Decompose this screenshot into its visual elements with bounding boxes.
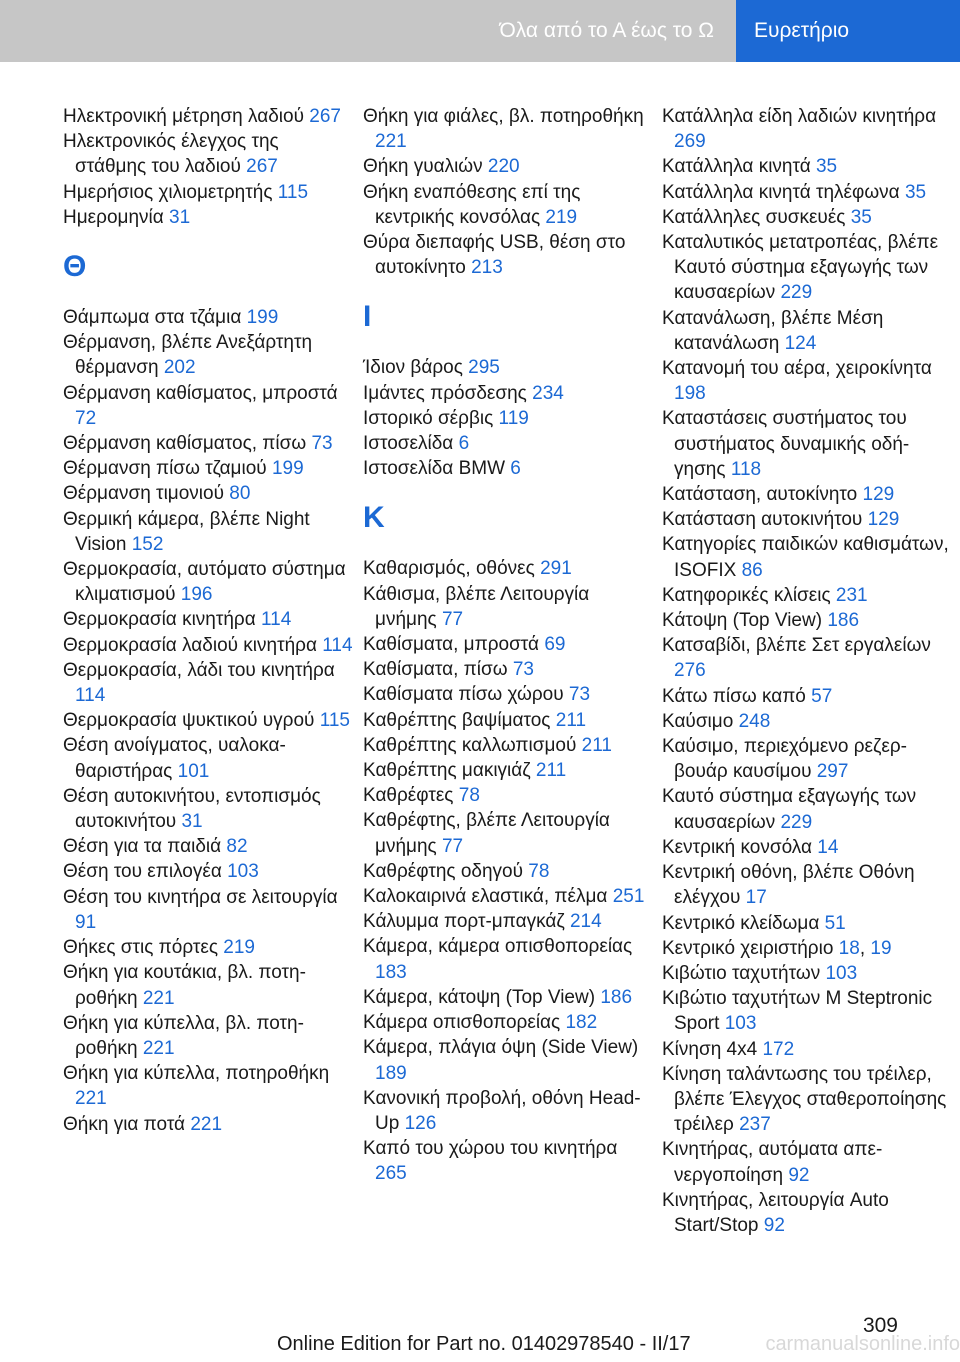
index-entry-text: Ημερήσιος χιλιομετρητής <box>63 181 273 203</box>
page-reference-link[interactable]: 103 <box>227 861 259 883</box>
index-entry <box>363 1086 653 1136</box>
index-entry <box>662 1062 954 1138</box>
index-entry-text: Κινητήρας, αυτόματα απενεργοποίηση <box>662 1139 883 1186</box>
index-entry-text: Θερμοκρασία λαδιού κινητήρα <box>63 634 317 656</box>
index-entry <box>662 104 954 154</box>
index-entry-text: Καταστάσεις συστήματος του συστήματος δυναμικής οδήγησης <box>662 408 910 480</box>
index-entry <box>63 557 353 607</box>
index-entry <box>63 129 353 179</box>
index-entry <box>363 406 653 431</box>
index-entry-text: Καλοκαιρινά ελαστικά, πέλμα <box>363 886 608 908</box>
index-entry-text: Κάμερα, κάτοψη (Top View) <box>363 986 596 1008</box>
index-entry-text: Κατάλληλα κινητά τηλέφωνα <box>662 181 900 203</box>
index-entry <box>363 1010 653 1035</box>
index-entry-text: Θέρμανση καθίσματος, πίσω <box>63 433 307 455</box>
index-entry-text: Ιστοσελίδα BMW <box>363 458 505 480</box>
page-reference-link[interactable]: 69 <box>544 634 566 656</box>
page-reference-link[interactable]: 6 <box>458 433 470 455</box>
index-entry <box>363 758 653 783</box>
page-reference-link[interactable]: 214 <box>569 911 602 933</box>
index-entry-text: Κατηφορικές κλίσεις <box>662 584 831 606</box>
page-reference-link[interactable]: 77 <box>441 608 464 630</box>
index-entry <box>363 884 653 909</box>
index-entry-text: Κατανομή του αέρα, χειροκίνητα <box>662 358 932 380</box>
index-entry: Κεντρικό χειριστήριο 18, 19 <box>662 937 892 959</box>
page-reference-link[interactable]: 114 <box>322 634 353 656</box>
index-entry <box>63 431 353 456</box>
index-entry-text: Καπό του χώρου του κινητήρα <box>363 1138 618 1160</box>
index-entry-text: Ημερομηνία <box>63 206 164 228</box>
index-entry-text: Θέρμανση πίσω τζαμιού <box>63 458 267 480</box>
index-entry-text: Κιβώτιο ταχυτήτων <box>662 962 821 984</box>
index-entry-text: Ιστορικό σέρβις <box>363 407 494 429</box>
index-entry <box>662 1137 954 1187</box>
page-reference-link[interactable]: 92 <box>763 1214 785 1236</box>
index-entry <box>662 180 954 205</box>
index-column-1 <box>63 104 353 1137</box>
index-entry <box>63 507 353 557</box>
page-reference-link[interactable]: 91 <box>75 911 97 933</box>
index-entry-text: Κανονική προβολή, οθόνη Head-Up <box>363 1087 641 1134</box>
index-entry-text: Θερμοκρασία ψυκτικού υγρού <box>63 710 315 732</box>
page-reference-link[interactable]: 57 <box>811 685 833 707</box>
index-entry <box>363 783 653 808</box>
page-reference-link[interactable]: 251 <box>612 886 645 908</box>
page-reference-link[interactable]: 211 <box>535 760 567 782</box>
index-entry <box>662 784 954 834</box>
edition-text: Online Edition for Part no. 01402978540 - II/17 <box>277 1333 691 1355</box>
index-entry <box>63 885 353 935</box>
index-entry <box>63 381 353 431</box>
tab-index[interactable]: Ευρετήριο <box>736 0 960 62</box>
page-reference-link[interactable]: 115 <box>319 710 350 732</box>
index-entry-text: Καθαρισμός, οθόνες <box>363 558 535 580</box>
index-entry <box>662 986 954 1036</box>
index-entry-text: Κατάλληλα είδη λαδιών κινητήρα <box>662 106 937 127</box>
page-reference-link[interactable]: 202 <box>163 357 196 379</box>
index-entry <box>363 985 653 1010</box>
page-reference-link[interactable]: 114 <box>261 609 292 631</box>
index-entry-text: Θύρα διεπαφής USB, θέση στο αυτοκίνητο <box>363 232 626 279</box>
index-entry <box>662 709 954 734</box>
page-reference-link[interactable]: 198 <box>674 383 706 405</box>
index-entry-text: Κάτω πίσω καπό <box>662 685 806 707</box>
index-entry-text: Κάμερα, πλάγια όψη (Side View) <box>363 1037 639 1059</box>
index-entry <box>662 406 954 482</box>
index-entry <box>363 733 653 758</box>
page-reference-link[interactable]: 126 <box>404 1112 437 1134</box>
index-entry <box>662 230 954 306</box>
page-reference-link[interactable]: 199 <box>246 307 279 329</box>
index-entry <box>363 556 653 581</box>
page-reference-link[interactable]: 265 <box>375 1163 407 1185</box>
index-entry-text: Κάμερα, κάμερα οπισθοπορείας <box>363 936 633 958</box>
index-entry-text: Κατάσταση, αυτοκίνητο <box>662 484 858 506</box>
page-reference-link[interactable]: 221 <box>375 131 407 153</box>
index-entry <box>363 230 653 280</box>
index-entry-text: Καυτό σύστημα εξαγωγής των καυσαερίων <box>662 786 917 833</box>
index-entry-text: Καθίσματα, πίσω <box>363 659 508 681</box>
page-reference-link[interactable]: 189 <box>375 1062 407 1084</box>
index-entry-text: Κεντρική οθόνη, βλέπε Οθόνη ελέγχου <box>662 862 915 909</box>
index-entry <box>63 330 353 380</box>
index-entry-text: Καθρέπτης μακιγιάζ <box>363 760 531 782</box>
index-entry <box>662 961 954 986</box>
index-entry-text: Θήκη για ποτά <box>63 1113 186 1135</box>
page-reference-link[interactable]: 35 <box>815 156 838 178</box>
page-reference-link[interactable]: 276 <box>674 660 706 682</box>
watermark: carmanualsonline.info <box>765 1333 960 1355</box>
index-entry <box>662 608 954 633</box>
index-entry-text: Κεντρικό κλείδωμα <box>662 912 820 934</box>
page-reference-link[interactable]: 51 <box>824 912 846 934</box>
page-reference-link[interactable]: 86 <box>741 559 763 581</box>
index-entry <box>63 935 353 960</box>
page-reference-link[interactable]: 183 <box>375 961 407 983</box>
index-entry <box>363 154 653 179</box>
index-entry <box>662 835 954 860</box>
index-entry-text: Θήκη εναπόθεσης επί της κεντρικής κονσόλας <box>363 181 581 228</box>
index-entry-text: Καθρέπτης καλλωπισμού <box>363 734 577 756</box>
index-entry <box>662 583 954 608</box>
index-entry <box>662 911 954 936</box>
index-entry <box>363 632 653 657</box>
index-entry <box>63 456 353 481</box>
index-entry-text: Κατάλληλα κινητά <box>662 156 811 178</box>
page-reference-link[interactable]: 124 <box>784 332 817 354</box>
index-entry <box>662 860 954 910</box>
index-entry <box>63 633 353 658</box>
page-reference-link[interactable]: 31 <box>169 206 191 228</box>
index-entry <box>662 482 954 507</box>
index-entry-text: Ηλεκτρονική μέτρηση λαδιού <box>63 106 304 127</box>
page-reference-link[interactable]: 6 <box>510 458 521 480</box>
index-entry <box>662 507 954 532</box>
page-reference-link[interactable]: 73 <box>512 659 534 681</box>
index-entry <box>363 859 653 884</box>
page-reference-link[interactable]: 231 <box>835 584 868 606</box>
page-reference-link[interactable]: 291 <box>540 558 572 580</box>
page-reference-link[interactable]: 119 <box>498 407 529 429</box>
index-entry-text: Κίνηση 4x4 <box>662 1038 758 1060</box>
index-entry-text: Θήκη για φιάλες, βλ. ποτηροθήκη <box>363 106 644 127</box>
index-entry-text: Κάτοψη (Top View) <box>662 610 823 632</box>
index-entry-text: Καταλυτικός μετατροπέας, βλέπε Καυτό σύστημα εξαγωγής των καυσαερίων <box>662 232 939 304</box>
index-entry-text: Κεντρικό χειριστήριο <box>662 937 834 959</box>
index-column-3 <box>662 104 954 1238</box>
page-reference-link[interactable]: 103 <box>825 962 858 984</box>
page-reference-link[interactable]: 219 <box>223 937 255 959</box>
index-entry-text: Θέση ανοίγματος, υαλοκαθαριστήρας <box>63 735 286 782</box>
page-reference-link[interactable]: 101 <box>177 760 210 782</box>
page-reference-link[interactable]: 237 <box>739 1114 771 1136</box>
index-entry <box>63 1112 353 1137</box>
page-reference-link[interactable]: 115 <box>277 181 309 203</box>
index-entry <box>363 180 653 230</box>
index-entry-text: Κεντρική κονσόλα <box>662 836 812 858</box>
index-entry-text: Κατανάλωση, βλέπε Μέση κατανάλωση <box>662 307 884 354</box>
page-reference-link[interactable]: 221 <box>75 1088 107 1110</box>
index-entry <box>63 859 353 884</box>
index-entry-text: Καθίσματα πίσω χώρου <box>363 684 564 706</box>
index-entry-text: Θήκη γυαλιών <box>363 156 483 178</box>
index-entry-text: Κάλυμμα πορτ-μπαγκάζ <box>363 911 565 933</box>
page-reference-link[interactable]: 229 <box>780 282 813 304</box>
index-entry-text: Ιστοσελίδα <box>363 433 454 455</box>
index-entry <box>662 532 954 582</box>
page-reference-link[interactable]: 17 <box>745 887 767 909</box>
index-entry <box>662 356 954 406</box>
page-reference-link[interactable]: 172 <box>762 1038 795 1060</box>
page-reference-link[interactable]: 35 <box>850 206 872 228</box>
index-entry-text: Ίδιον βάρος <box>363 357 463 379</box>
index-entry-text: Κατσαβίδι, βλέπε Σετ εργαλείων <box>662 635 931 657</box>
index-entry <box>662 154 954 179</box>
index-entry <box>63 205 353 230</box>
index-letter-heading: Ι <box>363 300 372 334</box>
page-reference-link[interactable]: 118 <box>730 458 762 480</box>
index-entry <box>63 481 353 506</box>
page-reference-link[interactable]: 72 <box>75 407 97 429</box>
index-entry <box>363 909 653 934</box>
index-entry <box>63 733 353 783</box>
index-entry <box>63 960 353 1010</box>
index-entry-text: Θέση για τα παιδιά <box>63 836 222 858</box>
index-entry <box>662 684 954 709</box>
page-reference-link[interactable]: 129 <box>867 509 900 531</box>
page-reference-link[interactable]: 186 <box>600 986 633 1008</box>
page-reference-link[interactable]: 267 <box>246 156 278 178</box>
index-entry <box>63 784 353 834</box>
index-entry <box>363 657 653 682</box>
index-entry <box>363 934 653 984</box>
page-reference-link[interactable]: 14 <box>817 836 839 858</box>
index-entry-text: Θέρμανση τιμονιού <box>63 483 224 505</box>
page-reference-link[interactable]: 103 <box>724 1013 757 1035</box>
index-entry <box>363 355 653 380</box>
index-entry <box>363 708 653 733</box>
index-entry <box>363 682 653 707</box>
index-entry-text: Θέση του επιλογέα <box>63 861 222 883</box>
index-entry <box>662 633 954 683</box>
index-entry <box>63 1011 353 1061</box>
index-entry-text: Θερμοκρασία, αυτόματο σύστημα κλιματισμού <box>63 559 346 606</box>
index-entry-text: Κινητήρας, λειτουργία Auto Start/Stop <box>662 1189 889 1236</box>
index-column-2 <box>363 104 653 1187</box>
index-entry <box>662 1188 954 1238</box>
page-reference-link[interactable]: 199 <box>271 458 304 480</box>
index-entry-text: Θερμοκρασία, λάδι του κινητήρα <box>63 659 335 681</box>
page-reference-link[interactable]: 221 <box>142 987 175 1009</box>
index-entry-text: Ηλεκτρονικός έλεγχος της στάθμης του λαδιού <box>63 131 279 178</box>
page-header <box>0 0 960 62</box>
page-reference-link[interactable]: 152 <box>131 533 164 555</box>
index-entry <box>363 456 653 481</box>
index-entry-text: Καύσιμο <box>662 710 734 732</box>
page-reference-link[interactable]: 248 <box>738 710 771 732</box>
index-entry-text: Θέση του κινητήρα σε λειτουργία <box>63 886 338 908</box>
index-entry-text: Κάθισμα, βλέπε Λειτουργία μνήμης <box>363 583 590 630</box>
page-reference-link[interactable]: 18 <box>838 937 860 959</box>
page-reference-link[interactable]: 92 <box>788 1164 810 1186</box>
page-reference-link[interactable]: 186 <box>827 610 860 632</box>
index-entry <box>363 431 653 456</box>
page-number: 309 <box>862 1314 898 1337</box>
index-entry <box>363 104 653 154</box>
index-entry <box>363 381 653 406</box>
index-entry <box>662 1037 954 1062</box>
page-reference-link[interactable]: 229 <box>780 811 813 833</box>
page-reference-link[interactable]: 78 <box>458 785 480 807</box>
page-reference-link[interactable]: 295 <box>468 357 500 379</box>
page-reference-link[interactable]: 196 <box>180 584 213 606</box>
page-reference-link[interactable]: 234 <box>532 382 564 404</box>
index-entry <box>63 180 353 205</box>
index-letter-heading: Κ <box>363 501 385 535</box>
index-entry <box>662 734 954 784</box>
index-entry-text: Θήκες στις πόρτες <box>63 937 218 959</box>
page-reference-link[interactable]: 269 <box>674 131 706 153</box>
page-reference-link[interactable]: 213 <box>471 257 503 279</box>
index-entry <box>63 104 353 129</box>
page-reference-link[interactable]: 219 <box>545 206 578 228</box>
index-entry <box>363 1035 653 1085</box>
index-entry-text: Καθρέφτης οδηγού <box>363 860 523 882</box>
index-entry-text: Καθρέφτης, βλέπε Λειτουργία μνήμης <box>363 810 610 857</box>
page-reference-link[interactable]: 78 <box>528 860 550 882</box>
page-reference-link[interactable]: 221 <box>142 1037 175 1059</box>
page-reference-link[interactable]: 221 <box>190 1113 223 1135</box>
index-entry-text: Θήκη για κουτάκια, βλ. ποτηροθήκη <box>63 962 306 1009</box>
index-entry-text: Θέρμανση καθίσματος, μπροστά <box>63 382 338 404</box>
page-reference-link[interactable]: 220 <box>487 156 520 178</box>
page-reference-link[interactable]: 73 <box>568 684 591 706</box>
index-entry-text: Θήκη για κύπελλα, ποτηροθήκη <box>63 1063 330 1085</box>
index-entry <box>63 708 353 733</box>
index-entry <box>63 607 353 632</box>
index-entry-text: Κίνηση ταλάντωσης του τρέιλερ, βλέπε Έλεγχος σταθεροποίησης τρέιλερ <box>662 1063 947 1136</box>
index-entry-text: Καθίσματα, μπροστά <box>363 634 540 656</box>
page-reference-link[interactable]: 19 <box>870 937 892 959</box>
index-entry-text: Κιβώτιο ταχυτήτων M Steptronic Sport <box>662 988 933 1035</box>
page-reference-link[interactable]: 182 <box>565 1012 598 1034</box>
index-entry-text: Κατάλληλες συσκευές <box>662 206 846 228</box>
page-reference-link[interactable]: 31 <box>181 811 203 833</box>
index-letter-heading: Θ <box>63 250 87 284</box>
page-reference-link[interactable]: 267 <box>309 106 341 127</box>
index-entry <box>363 808 653 858</box>
index-entry <box>363 582 653 632</box>
index-entry-text: Καθρέφτες <box>363 785 454 807</box>
index-entry-text: Κάμερα οπισθοπορείας <box>363 1012 561 1034</box>
index-entry <box>63 658 353 708</box>
section-title: Όλα από το Α έως το Ω <box>0 0 736 62</box>
index-entry-text: Κατάσταση αυτοκινήτου <box>662 509 863 531</box>
index-entry-text: Κατηγορίες παιδικών καθισμάτων, ISOFIX <box>662 534 949 581</box>
index-entry-text: Θερμική κάμερα, βλέπε Night Vision <box>63 508 310 555</box>
index-entry-text: Θέση αυτοκινήτου, εντοπισμός αυτοκινήτου <box>63 785 321 833</box>
page-reference-link[interactable]: 211 <box>555 709 587 731</box>
page-reference-link[interactable]: 77 <box>441 835 464 857</box>
page-reference-link[interactable]: 73 <box>311 433 333 455</box>
index-entry-text: Καθρέπτης βαψίματος <box>363 709 551 731</box>
index-entry-text: Καύσιμο, περιεχόμενο ρεζερβουάρ καυσίμου <box>662 736 907 783</box>
index-entry <box>363 1136 653 1186</box>
index-entry <box>63 1061 353 1111</box>
index-entry-text: Θέρμανση, βλέπε Ανεξάρτητη θέρμανση <box>63 332 313 379</box>
page-reference-link[interactable]: 80 <box>229 483 251 505</box>
page-reference-link[interactable]: 82 <box>226 836 248 858</box>
index-entry <box>63 834 353 859</box>
index-entry <box>662 205 954 230</box>
index-entry <box>63 305 353 330</box>
page-reference-link[interactable]: 35 <box>904 181 927 203</box>
index-entry-text: Θερμοκρασία κινητήρα <box>63 609 256 631</box>
page-reference-link[interactable]: 129 <box>862 484 895 506</box>
page-reference-link[interactable]: 114 <box>75 685 106 707</box>
page-reference-link[interactable]: 211 <box>581 734 612 756</box>
index-entry-text: Θάμπωμα στα τζάμια <box>63 307 242 329</box>
page-reference-link[interactable]: 297 <box>816 761 849 783</box>
index-entry-text: Ιμάντες πρόσδεσης <box>363 382 527 404</box>
page-footer <box>0 1329 960 1362</box>
index-entry <box>662 306 954 356</box>
index-entry-text: Θήκη για κύπελλα, βλ. ποτηροθήκη <box>63 1012 304 1059</box>
